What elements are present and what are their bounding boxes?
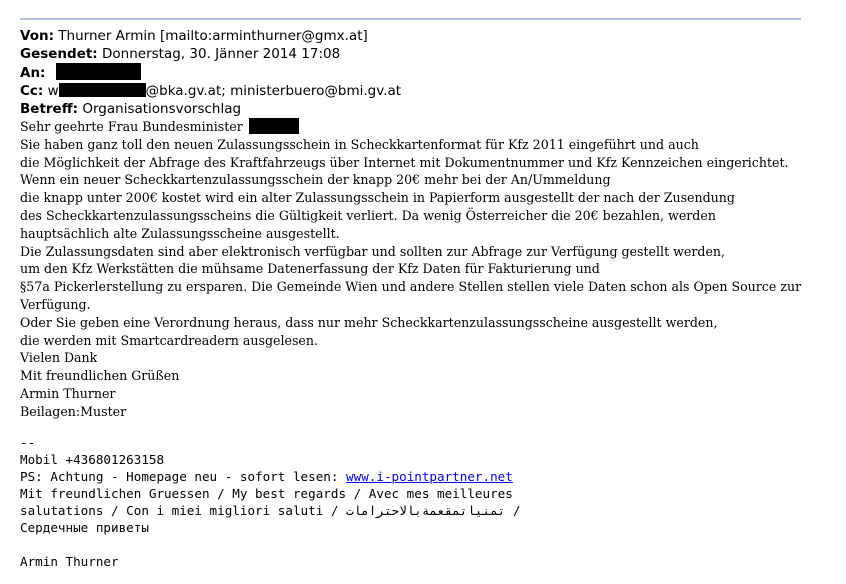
subject-label: Betreff:	[20, 101, 79, 117]
cc-value: @bka.gv.at; ministerbuero@bmi.gv.at	[145, 83, 402, 99]
body-line: die werden mit Smartcardreadern ausgelesen.	[20, 332, 319, 348]
signature-blank	[20, 536, 520, 553]
from-label: Von:	[20, 28, 54, 44]
signature-regards: Mit freundlichen Gruessen / My best regards / Avec mes meilleures	[20, 486, 513, 501]
signature-ps	[20, 468, 520, 485]
attachments-line: Beilagen:Muster	[20, 403, 127, 419]
closing-line: Mit freundlichen Grüßen	[20, 368, 180, 384]
salutation-redaction	[249, 118, 299, 134]
email-signature	[20, 434, 520, 570]
salutation: Sehr geehrte Frau Bundesminister	[20, 119, 243, 134]
body-line: des Scheckkartenzulassungsscheins die Gültigkeit verliert. Da wenig Österreicher die 20€ bezahlen, werden	[20, 207, 716, 223]
cc-label: Cc:	[20, 83, 44, 99]
cc-prefix: w	[47, 83, 59, 99]
to-row	[20, 63, 401, 82]
signature-mobile: Mobil +436801263158	[20, 452, 165, 467]
email-body	[20, 118, 810, 421]
closing-line: Vielen Dank	[20, 350, 98, 366]
cc-row	[20, 82, 401, 100]
subject-value: Organisationsvorschlag	[82, 101, 242, 117]
body-line: Oder Sie geben eine Verordnung heraus, dass nur mehr Scheckkartenzulassungsscheine ausgestellt werden,	[20, 314, 718, 330]
sent-row	[20, 45, 401, 63]
signature-separator: --	[20, 435, 36, 450]
body-line: Wenn ein neuer Scheckkartenzulassungsschein der knapp 20€ mehr bei der An/Ummeldung	[20, 172, 611, 188]
body-line: die Möglichkeit der Abfrage des Kraftfahrzeugs über Internet mit Dokumentnummer und Kfz Kennzeichen eingerichtet.	[20, 154, 789, 170]
salutation-line	[20, 118, 810, 136]
to-redaction	[56, 63, 141, 80]
body-line: die knapp unter 200€ kostet wird ein alter Zulassungsschein in Papierform ausgestellt der nach der Zusendung	[20, 190, 735, 206]
to-label: An:	[20, 65, 46, 81]
signature-ps-text: PS: Achtung - Homepage neu - sofort lesen:	[20, 469, 347, 484]
header-divider	[20, 18, 801, 20]
body-line: hauptsächlich alte Zulassungsscheine ausgestellt.	[20, 225, 340, 241]
body-line: um den Kfz Werkstätten die mühsame Datenerfassung der Kfz Daten für Fakturierung und	[20, 261, 600, 277]
signature-regards: salutations / Con i miei migliori saluti / تمنياتمقعمةبالاحترامات /	[20, 503, 521, 518]
sender-name: Armin Thurner	[20, 385, 116, 401]
subject-row	[20, 100, 401, 118]
homepage-link[interactable]: www.i-pointpartner.net	[346, 469, 513, 484]
body-line: Sie haben ganz toll den neuen Zulassungsschein in Scheckkartenformat für Kfz 2011 eingeführt und auch	[20, 136, 699, 152]
sent-value: Donnerstag, 30. Jänner 2014 17:08	[102, 46, 341, 62]
signature-regards: Сердечные приветы	[20, 520, 149, 535]
cc-redaction	[59, 83, 146, 97]
body-line: Die Zulassungsdaten sind aber elektronisch verfügbar und sollten zur Abfrage zur Verfügung gestellt werden,	[20, 243, 726, 259]
sent-label: Gesendet:	[20, 46, 98, 62]
email-header	[20, 27, 401, 118]
from-row	[20, 27, 401, 45]
body-line: §57a Pickerlerstellung zu ersparen. Die Gemeinde Wien und andere Stellen stellen viele Daten schon als Open Source zur Verfügung.	[20, 279, 802, 312]
from-value: Thurner Armin [mailto:arminthurner@gmx.at]	[58, 28, 368, 44]
signature-name: Armin Thurner	[20, 554, 119, 569]
